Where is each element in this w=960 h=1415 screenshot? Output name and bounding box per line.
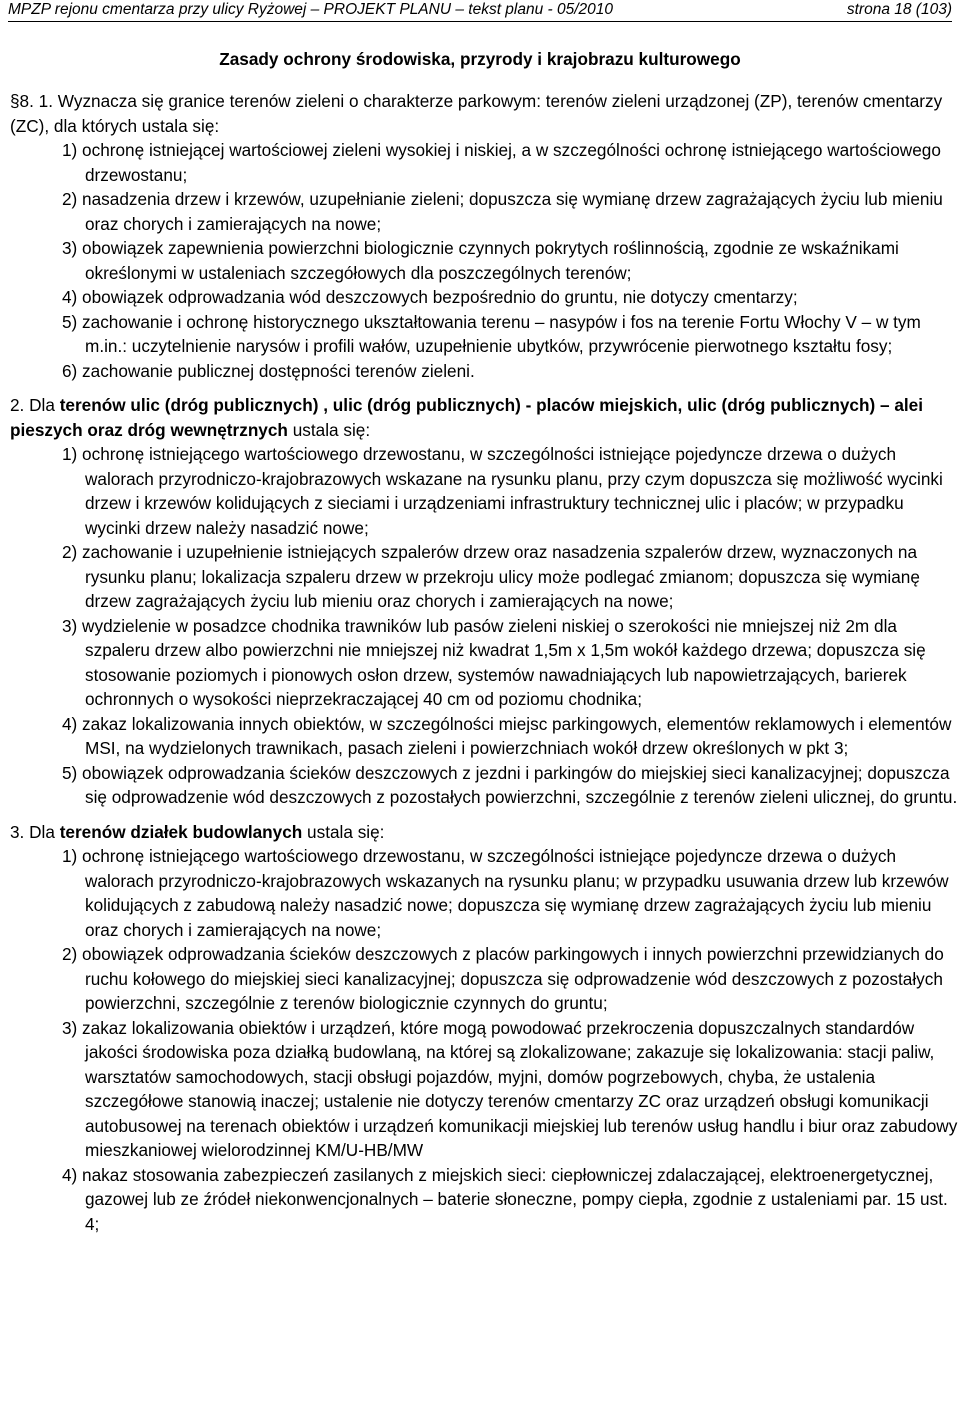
paragraph-8-list [10,138,960,383]
list-item: 3) zakaz lokalizowania obiektów i urządzeń, które mogą powodować przekroczenia dopuszczalnych standardów jakości środowiska poza działką budowlaną, na której są zlokalizowane; zakazuje się lokalizowania: stacji paliw, warsztatów samochodowych, stacji obsługi pojazdów, myjni, domów pogrzebowych, chyba, że ustalenia szczegółowe stanowią inaczej; ustalenie nie dotyczy terenów cmentarzy ZC oraz urządzeń obsługi komunikacji autobusowej na terenach obiektów i urządzeń komunikacji miejskiej lub terenów usług handlu i biur oraz zabudowy mieszkaniowej wielorodzinnej KM/U-HB/MW [62,1017,958,1160]
list-item: 3) obowiązek zapewnienia powierzchni biologicznie czynnych pokrytych roślinnością, zgodnie ze wskaźnikami określonymi w ustaleniach szczegółowych dla poszczególnych terenów; [62,238,899,283]
list-item: 4) obowiązek odprowadzania wód deszczowych bezpośrednio do gruntu, nie dotyczy cmentarzy; [62,287,798,307]
header-document-title: MPZP rejonu cmentarza przy ulicy Ryżowej – PROJEKT PLANU – tekst planu - 05/2010 [8,1,614,18]
section-3-heading [10,820,960,845]
section-2-heading [10,393,960,442]
list-item: 4) zakaz lokalizowania innych obiektów, w szczególności miejsc parkingowych, elementów reklamowych i elementów MSI, na wydzielonych trawnikach, pasach zieleni i powierzchniach wokół drzew określonych w pkt 3; [62,713,952,758]
section-2-subject: terenów ulic (dróg publicznych) , ulic (dróg publicznych) - placów miejskich, ulic (dróg publicznych) – alei pieszych oraz dróg wewnętrznych [10,395,923,440]
list-item: 2) zachowanie i uzupełnienie istniejących szpalerów drzew oraz nasadzenia szpalerów drzew, wyznaczonych na rysunku planu; lokalizacja szpaleru drzew w przekroju ulicy może podlegać zmianom; dopuszcza się wymianę drzew zagrażających życiu lub mieniu oraz chorych i zamierających na nowe; [62,542,920,611]
list-item: 4) nakaz stosowania zabezpieczeń zasilanych z miejskich sieci: ciepłowniczej zdalaczającej, elektroenergetycznej, gazowej lub ze źródeł niekonwencjonalnych – baterie słoneczne, pompy ciepła, zgodnie z ustaleniami par. 15 ust. 4; [62,1164,948,1234]
list-item: 3) wydzielenie w posadzce chodnika trawników lub pasów zieleni niskiej o szerokości nie mniejszej niż 2m dla szpaleru drzew albo powierzchni nie mniejszej niż kwadrat 1,5m x 1,5m wokół każdego drzewa; dopuszcza się stosowanie poziomych i pionowych osłon drzew, systemów nawadniających lub napowietrzających, barierek ochronnych o wysokości nieprzekraczającej 40 cm od poziomu chodnika; [62,615,926,709]
section-2-number: 2. Dla [10,395,60,415]
section-3-number: 3. Dla [10,821,60,842]
section-3-subject: terenów działek budowlanych [59,821,303,842]
document-body [10,89,960,1236]
header-rule [8,21,952,22]
page-header [8,0,952,20]
section-3 [10,820,960,1237]
section-3-heading-rest: ustala się: [302,821,385,842]
list-item: 1) ochronę istniejącego wartościowego drzewostanu, w szczególności istniejące pojedyncze drzewa o dużych walorach przyrodniczo-krajobrazowych wskazanych na rysunku planu; w przypadku usuwania drzew lub krzewów kolidujących z zabudową należy nasadzić nowe; dopuszcza się wymianę drzew zagrażających życiu lub mieniu oraz chorych i zamierających na nowe; [62,846,949,940]
list-item: 1) ochronę istniejącego wartościowego drzewostanu, w szczególności istniejące pojedyncze drzewa o dużych walorach przyrodniczo-krajobrazowych wskazane na rysunku planu, przy czym dopuszcza się możliwość wycinki drzew i krzewów kolidujących z sieciami i urządzeniami infrastruktury technicznej ulic i placów; w przypadku wycinki drzew należy nasadzić nowe; [62,444,943,538]
list-item: 2) nasadzenia drzew i krzewów, uzupełnianie zieleni; dopuszcza się wymianę drzew zagrażających życiu lub mieniu oraz chorych i zamierających na nowe; [62,189,943,234]
list-item: 5) obowiązek odprowadzania ścieków deszczowych z jezdni i parkingów do miejskiej sieci kanalizacyjnej; dopuszcza się odprowadzenie wód deszczowych z pozostałych powierzchni, szczególnie z terenów zieleni ulicznej, do gruntu. [62,762,958,807]
list-item: 2) obowiązek odprowadzania ścieków deszczowych z placów parkingowych i innych powierzchni przewidzianych do ruchu kołowego do miejskiej sieci kanalizacyjnej; dopuszcza się odprowadzenie wód deszczowych z pozostałych powierzchni, szczególnie z terenów biologicznie czynnych do gruntu; [62,944,944,1013]
list-item: 1) ochronę istniejącej wartościowej zieleni wysokiej i niskiej, a w szczególności ochronę istniejącego wartościowego drzewostanu; [62,140,941,185]
list-item: 5) zachowanie i ochronę historycznego ukształtowania terenu – nasypów i fos na terenie Fortu Włochy V – w tym m.in.: uczytelnienie narysów i profili wałów, uzupełnienie ubytków, przywrócenie pierwotnego kształtu fosy; [62,311,921,356]
section-2 [10,393,960,810]
section-title: Zasady ochrony środowiska, przyrody i krajobrazu kulturowego [219,49,741,69]
section-2-heading-rest: ustala się: [287,419,371,440]
paragraph-8-lead: §8. 1. Wyznacza się granice terenów zieleni o charakterze parkowym: terenów zieleni urządzonej (ZP), terenów cmentarzy (ZC), dla których ustala się: [10,91,943,136]
list-item: 6) zachowanie publicznej dostępności terenów zieleni. [62,360,475,381]
header-page-number: strona 18 (103) [846,1,952,18]
